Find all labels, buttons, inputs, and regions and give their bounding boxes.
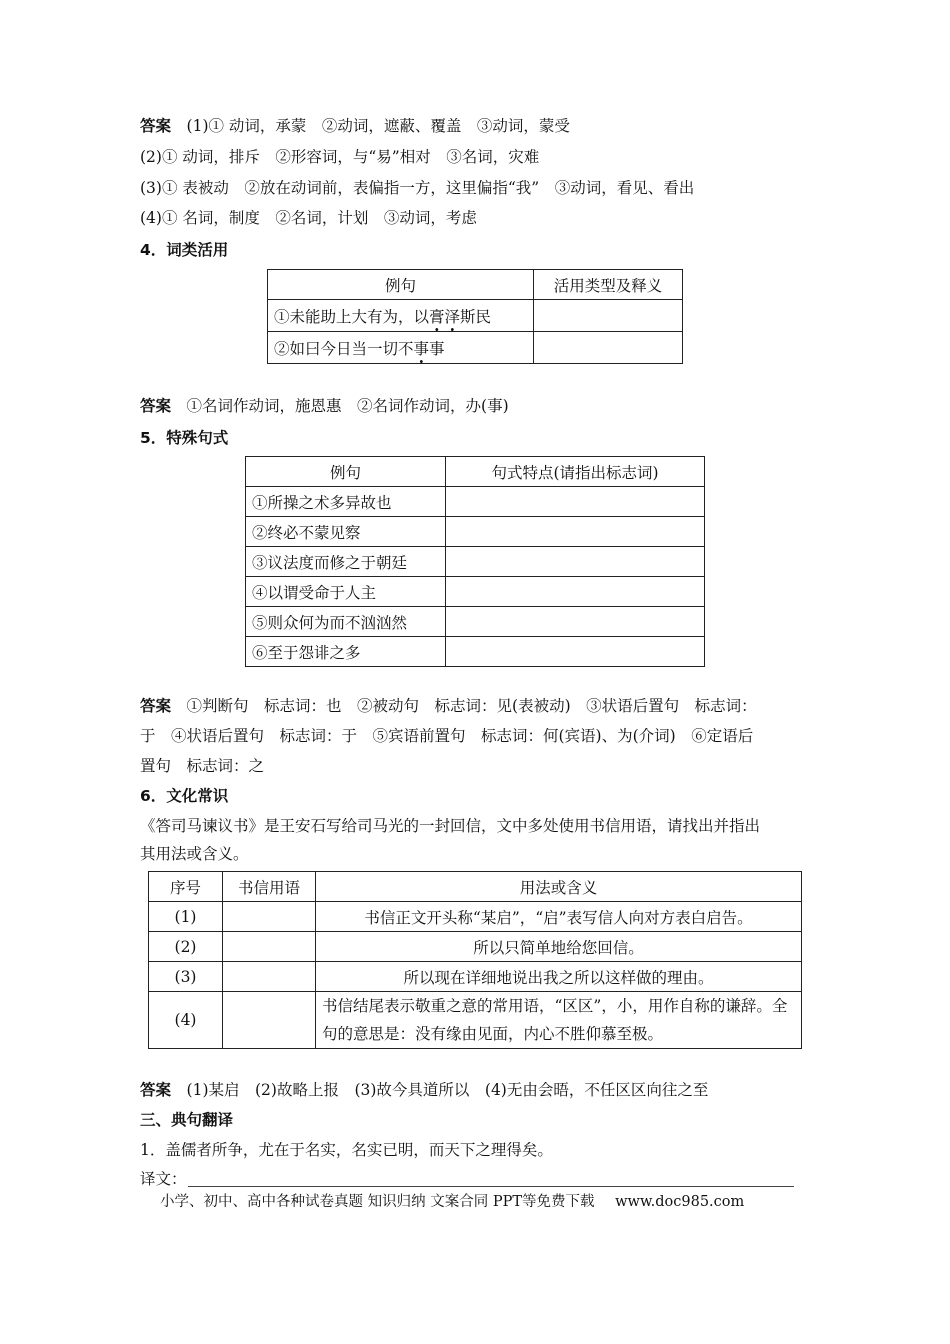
- answer-cell[interactable]: [446, 517, 705, 547]
- section-5-answer-line-3: 置句 标志词：之: [140, 757, 265, 775]
- table-header: 序号: [149, 872, 223, 902]
- row-number: (3): [149, 962, 223, 992]
- meaning-cell: 书信正文开头称“某启”，“启”表写信人向对方表白启告。: [316, 902, 802, 932]
- emphasis-dot-char: 事: [413, 339, 430, 358]
- table-row: [149, 902, 802, 932]
- letter-terms-table: [148, 871, 802, 1049]
- table-row: [246, 607, 705, 637]
- section-6-intro-line-2: 其用法或含义。: [140, 845, 249, 863]
- section-6-title: 6．文化常识: [140, 787, 229, 805]
- term-cell[interactable]: [223, 992, 316, 1049]
- answer-cell[interactable]: [534, 332, 683, 364]
- answer-cell[interactable]: [446, 637, 705, 667]
- answer-1-line-2: (2)① 动词，排斥 ②形容词，与“易”相对 ③名词，灾难: [140, 148, 540, 166]
- table-header: 例句: [268, 270, 534, 300]
- answer-text: ①判断句 标志词：也 ②被动句 标志词：见(表被动) ③状语后置句 标志词：: [186, 697, 757, 715]
- meaning-cell: 书信结尾表示敬重之意的常用语，“区区”，小，用作自称的谦辞。全句的意思是：没有缘由见面，内心不胜仰慕至极。: [316, 992, 802, 1049]
- section-5-title: 5．特殊句式: [140, 429, 229, 447]
- table-row: [149, 992, 802, 1049]
- emphasis-dot-char: 膏: [429, 307, 445, 326]
- table-row: [246, 547, 705, 577]
- table-header: 书信用语: [223, 872, 316, 902]
- emphasis-dot-char: 泽: [444, 307, 461, 326]
- term-cell[interactable]: [223, 962, 316, 992]
- table-row: [268, 332, 683, 364]
- section-6-intro-line-1: 《答司马谏议书》是王安石写给司马光的一封回信，文中多处使用书信用语，请找出并指出: [140, 817, 761, 835]
- section-4-title: 4．词类活用: [140, 241, 229, 259]
- section-5-answer-line-2: 于 ④状语后置句 标志词：于 ⑤宾语前置句 标志词：何(宾语)、为(介词) ⑥定语后: [140, 727, 754, 745]
- footer-url[interactable]: www.doc985.com: [615, 1194, 745, 1210]
- example-sentence: ③议法度而修之于朝廷: [246, 547, 446, 577]
- table-header: 活用类型及释义: [534, 270, 683, 300]
- row-number: (4): [149, 992, 223, 1049]
- section-6-answer: [140, 1080, 708, 1100]
- answer-1-line-1: [140, 116, 570, 136]
- table-row: [149, 962, 802, 992]
- term-cell[interactable]: [223, 902, 316, 932]
- example-sentence: ④以谓受命于人主: [246, 577, 446, 607]
- table-header: 句式特点(请指出标志词): [446, 457, 705, 487]
- meaning-cell: 所以只简单地给您回信。: [316, 932, 802, 962]
- section-4-answer: [140, 396, 509, 416]
- word-class-table: [267, 269, 683, 364]
- answer-cell[interactable]: [534, 300, 683, 332]
- example-sentence: ②如曰今日当一切不事事: [268, 332, 534, 364]
- answer-1-line-4: (4)① 名词，制度 ②名词，计划 ③动词，考虑: [140, 209, 477, 227]
- sentence-pattern-table: [245, 456, 705, 667]
- table-row: [149, 932, 802, 962]
- answer-label: 答案: [140, 697, 172, 715]
- answer-text: (1)某启 (2)故略上报 (3)故今具道所以 (4)无由会晤，不任区区向往之至: [186, 1081, 709, 1099]
- example-sentence: ①所操之术多异故也: [246, 487, 446, 517]
- translation-question-1: 1．盖儒者所争，尤在于名实，名实已明，而天下之理得矣。: [140, 1141, 553, 1159]
- example-sentence: ⑥至于怨诽之多: [246, 637, 446, 667]
- example-sentence: ⑤则众何为而不汹汹然: [246, 607, 446, 637]
- row-number: (2): [149, 932, 223, 962]
- table-header: 用法或含义: [316, 872, 802, 902]
- footer-left: 小学、初中、高中各种试卷真题 知识归纳 文案合同 PPT等免费下载: [160, 1194, 595, 1210]
- translation-label: 译文：: [140, 1170, 187, 1188]
- answer-label: 答案: [140, 1081, 172, 1099]
- table-row: [246, 487, 705, 517]
- table-row: [268, 300, 683, 332]
- answer-cell[interactable]: [446, 547, 705, 577]
- answer-text: (1)① 动词，承蒙 ②动词，遮蔽、覆盖 ③动词，蒙受: [186, 117, 570, 135]
- table-row: [246, 637, 705, 667]
- answer-1-line-3: (3)① 表被动 ②放在动词前，表偏指一方，这里偏指“我” ③动词，看见、看出: [140, 179, 695, 197]
- table-row: [246, 517, 705, 547]
- answer-cell[interactable]: [446, 487, 705, 517]
- answer-cell[interactable]: [446, 607, 705, 637]
- answer-cell[interactable]: [446, 577, 705, 607]
- table-row: [246, 577, 705, 607]
- translation-answer-line[interactable]: [188, 1186, 794, 1187]
- meaning-cell: 所以现在详细地说出我之所以这样做的理由。: [316, 962, 802, 992]
- section-5-answer-line-1: [140, 696, 757, 716]
- answer-label: 答案: [140, 397, 172, 415]
- example-sentence: ②终必不蒙见察: [246, 517, 446, 547]
- answer-text: ①名词作动词，施恩惠 ②名词作动词，办(事): [186, 397, 509, 415]
- example-sentence: ①未能助上大有为，以膏泽斯民: [268, 300, 534, 332]
- row-number: (1): [149, 902, 223, 932]
- footer-text: [160, 1192, 744, 1212]
- section-translation-title: 三、典句翻译: [140, 1111, 234, 1129]
- term-cell[interactable]: [223, 932, 316, 962]
- answer-label: 答案: [140, 117, 172, 135]
- table-header: 例句: [246, 457, 446, 487]
